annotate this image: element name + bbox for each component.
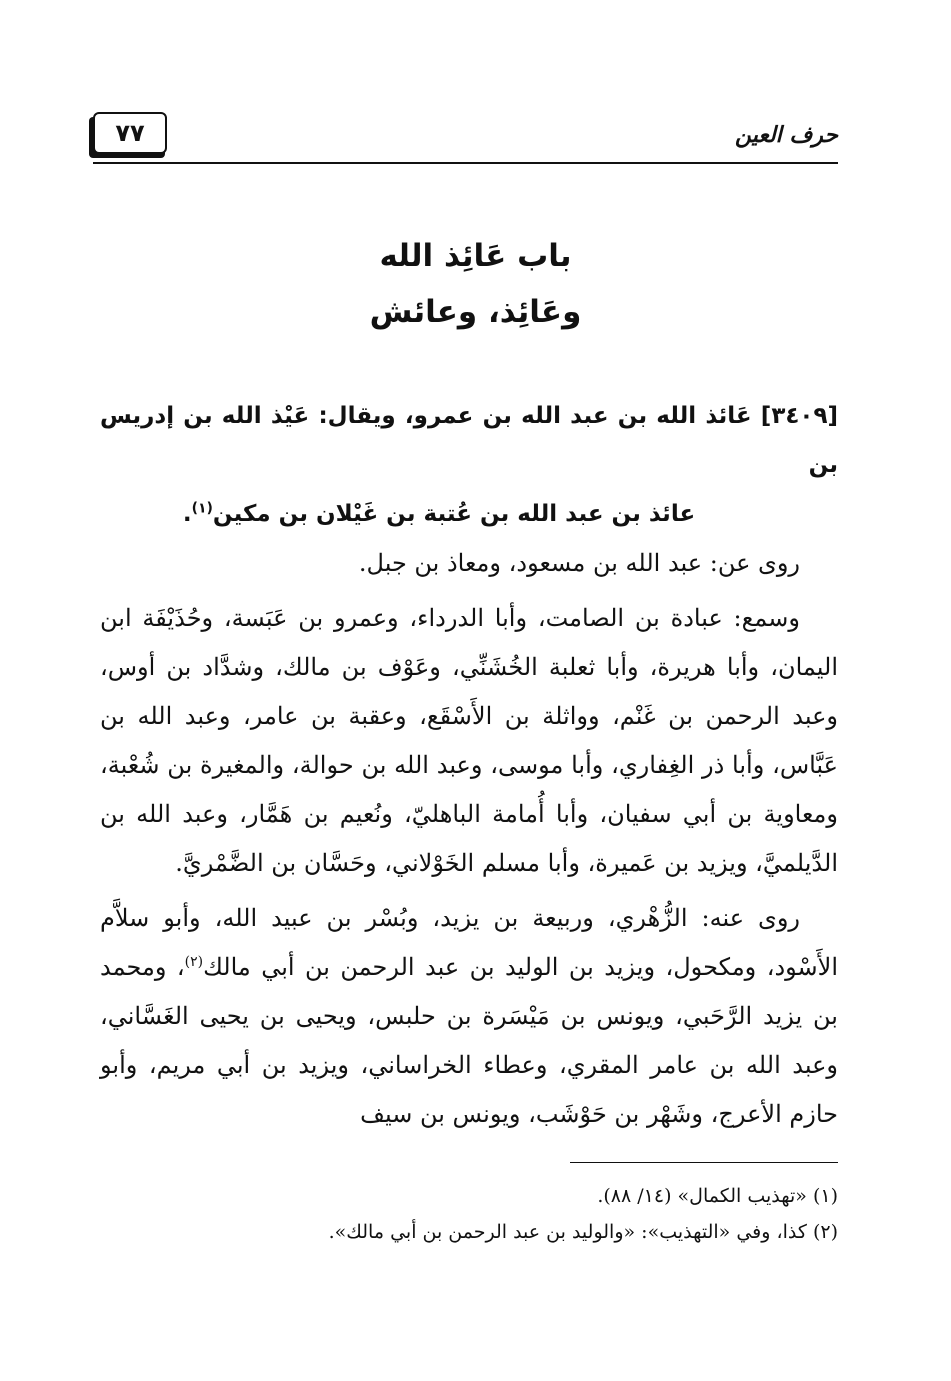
entry-body xyxy=(100,392,838,1139)
entry-heading-line-2 xyxy=(100,490,838,539)
footnote-1: (١) «تهذيب الكمال» (١٤/ ٨٨). xyxy=(597,1185,838,1207)
footnote-ref-2[interactable]: (٢) xyxy=(184,954,204,970)
heard-from-paragraph: وسمع: عبادة بن الصامت، وأبا الدرداء، وعمرو بن عَبَسة، وحُذَيْفَة ابن اليمان، وأبا هريرة، وأبا ثعلبة الخُشَنِّي، وعَوْف بن مالك، وشدَّاد بن أوس، وعبد الرحمن بن غَنْم، وواثلة بن الأَسْقَع، وعقبة بن عامر، وعبد الله بن عَبَّاس، وأبا ذر الغِفاري، وأبا موسى، وعبد الله بن حوالة، والمغيرة بن شُعْبة، ومعاوية بن أبي سفيان، وأبا أُمامة الباهليّ، ونُعيم بن هَمَّار، وعبد الله بن الدَّيلميَّ، ويزيد بن عَميرة، وأبا مسلم الخَوْلاني، وحَسَّان بن الضَّمْريَّ. xyxy=(100,604,838,877)
narrated-by-text-2: ، ومحمد بن يزيد الرَّحَبي، ويونس بن مَيْسَرة بن حلبس، ويحيى بن يحيى الغَسَّاني، وعبد الله بن عامر المقري، وعطاء الخراساني، ويزيد بن أبي مريم، وأبو حازم الأعرج، وشَهْر بن حَوْشَب، ويونس بن سيف xyxy=(100,953,838,1128)
narrated-from-paragraph: روى عن: عبد الله بن مسعود، ومعاذ بن جبل. xyxy=(358,549,800,577)
footnote-separator xyxy=(570,1162,838,1163)
header-rule xyxy=(93,162,838,164)
page-number: ٧٧ xyxy=(93,112,167,154)
entry-heading-line-1: [٣٤٠٩] عَائذ الله بن عبد الله بن عمرو، ويقال: عَيْذ الله بن إدريس بن xyxy=(100,403,838,478)
chapter-title-line-2: وعَائِذ، وعائش xyxy=(369,294,582,330)
running-head: حرف العين xyxy=(734,122,838,148)
chapter-title-line-1: باب عَائِذ الله xyxy=(379,238,572,274)
entry-heading-end: . xyxy=(182,501,192,527)
narrated-by-text-1: روى عنه: الزُّهْري، وربيعة بن يزيد، وبُسْر بن عبيد الله، وأبو سلاَّم الأَسْود، ومكحول، ويزيد بن الوليد بن عبد الرحمن بن أبي مالك xyxy=(100,904,838,981)
entry-heading xyxy=(100,392,838,539)
chapter-title xyxy=(0,228,951,340)
footnotes xyxy=(100,1178,838,1250)
entry-heading-line-2-text: عائذ بن عبد الله بن عُتبة بن غَيْلان بن مكين xyxy=(212,501,696,527)
footnote-2: (٢) كذا، وفي «التهذيب»: «والوليد بن عبد الرحمن بن أبي مالك». xyxy=(328,1221,838,1243)
footnote-ref-1[interactable]: (١) xyxy=(191,500,213,517)
narrated-by-paragraph xyxy=(100,894,838,1139)
